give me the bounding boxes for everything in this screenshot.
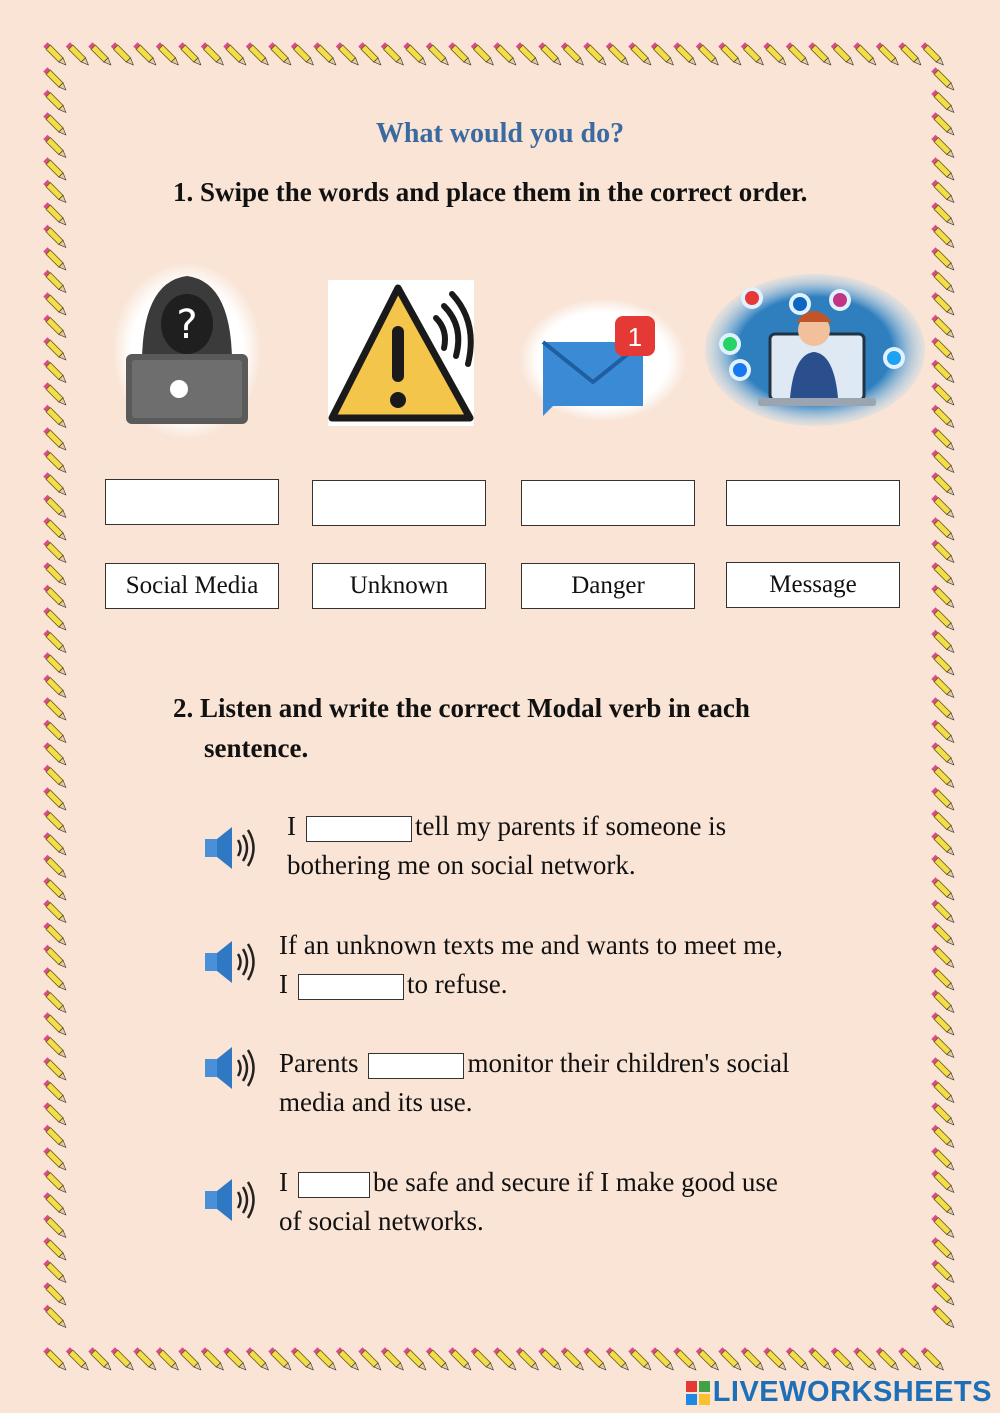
pencil-icon	[43, 1282, 68, 1307]
pencil-icon	[43, 1237, 68, 1262]
pencil-icon	[931, 900, 956, 925]
pencil-icon	[223, 1347, 248, 1372]
sentence-4	[279, 1163, 849, 1241]
pencil-icon	[471, 42, 496, 67]
pencil-icon	[43, 315, 68, 340]
sentence-1	[287, 807, 857, 885]
pencil-icon	[43, 360, 68, 385]
pencil-icon	[43, 630, 68, 655]
pencil-icon	[741, 42, 766, 67]
pencil-icon	[931, 495, 956, 520]
pencil-icon	[808, 1347, 833, 1372]
pencil-icon	[538, 42, 563, 67]
pencil-icon	[606, 1347, 631, 1372]
pencil-icon	[358, 42, 383, 67]
pencil-icon	[43, 405, 68, 430]
blank-input[interactable]	[306, 816, 412, 842]
word-tile-social-media[interactable]: Social Media	[105, 563, 279, 609]
pencil-icon	[43, 1170, 68, 1195]
brand-name: LIVEWORKSHEETS	[712, 1376, 992, 1408]
pencil-icon	[43, 42, 68, 67]
pencil-icon	[43, 495, 68, 520]
pencil-icon	[931, 967, 956, 992]
pencil-icon	[43, 247, 68, 272]
pencil-icon	[133, 42, 158, 67]
message-badge: 1	[627, 322, 643, 352]
sentence-text: monitor their children's social	[467, 1048, 790, 1078]
pencil-icon	[381, 42, 406, 67]
pencil-icon	[931, 225, 956, 250]
pencil-icon	[403, 1347, 428, 1372]
pencil-icon	[43, 472, 68, 497]
pencil-icon	[931, 697, 956, 722]
speaker-icon[interactable]	[202, 820, 258, 876]
answer-box-4[interactable]	[726, 480, 900, 526]
pencil-icon	[931, 157, 956, 182]
pencil-icon	[43, 810, 68, 835]
pencil-icon	[538, 1347, 563, 1372]
pencil-icon	[493, 42, 518, 67]
section2-heading-line2: sentence.	[204, 733, 309, 763]
pencil-icon	[931, 675, 956, 700]
pencil-icon	[43, 1147, 68, 1172]
pencil-icon	[718, 42, 743, 67]
pencil-icon	[931, 652, 956, 677]
pencil-icon	[931, 1215, 956, 1240]
pencil-icon	[43, 1102, 68, 1127]
message-icon	[519, 298, 687, 422]
sentence-text: tell my parents if someone is	[415, 811, 727, 841]
pencil-icon	[43, 765, 68, 790]
pencil-icon	[931, 315, 956, 340]
pencil-icon	[43, 157, 68, 182]
pencil-icon	[313, 42, 338, 67]
pencil-icon	[43, 562, 68, 587]
pencil-icon	[718, 1347, 743, 1372]
sentence-text: be safe and secure if I make good use	[373, 1167, 778, 1197]
pencil-icon	[931, 270, 956, 295]
pencil-icon	[336, 1347, 361, 1372]
pencil-icon	[516, 1347, 541, 1372]
pencil-icon	[931, 1102, 956, 1127]
pencil-icon	[786, 1347, 811, 1372]
pencil-icon	[201, 1347, 226, 1372]
pencil-icon	[43, 945, 68, 970]
pencil-icon	[931, 877, 956, 902]
pencil-icon	[43, 1260, 68, 1285]
sentence-text: I	[279, 1167, 288, 1197]
pencil-icon	[931, 1125, 956, 1150]
pencil-icon	[898, 42, 923, 67]
pencil-icon	[673, 42, 698, 67]
pencil-icon	[291, 42, 316, 67]
pencil-icon	[43, 697, 68, 722]
liveworksheets-logo	[686, 1376, 992, 1409]
pencil-icon	[43, 1035, 68, 1060]
pencil-icon	[931, 405, 956, 430]
sentence-text: to refuse.	[407, 969, 508, 999]
pencil-icon	[921, 1347, 946, 1372]
pencil-icon	[931, 832, 956, 857]
pencil-icon	[931, 1035, 956, 1060]
pencil-icon	[201, 42, 226, 67]
hacker-icon	[112, 262, 262, 440]
pencil-icon	[43, 67, 68, 92]
pencil-icon	[651, 1347, 676, 1372]
pencil-icon	[268, 42, 293, 67]
pencil-icon	[43, 832, 68, 857]
pencil-icon	[133, 1347, 158, 1372]
pencil-icon	[156, 1347, 181, 1372]
pencil-icon	[921, 42, 946, 67]
pencil-icon	[43, 225, 68, 250]
pencil-icon	[43, 922, 68, 947]
pencil-icon	[931, 1057, 956, 1082]
pencil-icon	[43, 90, 68, 115]
pencil-icon	[43, 202, 68, 227]
pencil-icon	[313, 1347, 338, 1372]
pencil-icon	[931, 562, 956, 587]
pencil-icon	[931, 1012, 956, 1037]
pencil-icon	[448, 1347, 473, 1372]
pencil-icon	[931, 427, 956, 452]
pencil-icon	[426, 42, 451, 67]
pencil-icon	[931, 360, 956, 385]
sentence-text: I	[279, 969, 288, 999]
pencil-icon	[931, 450, 956, 475]
pencil-icon	[493, 1347, 518, 1372]
pencil-icon	[606, 42, 631, 67]
pencil-icon	[471, 1347, 496, 1372]
pencil-icon	[43, 675, 68, 700]
pencil-icon	[43, 1305, 68, 1330]
pencil-icon	[931, 247, 956, 272]
blank-input[interactable]	[298, 974, 404, 1000]
pencil-icon	[178, 1347, 203, 1372]
sentence-text: I	[287, 811, 296, 841]
pencil-icon	[43, 450, 68, 475]
pencil-icon	[931, 1170, 956, 1195]
pencil-icon	[43, 720, 68, 745]
sentence-text: Parents	[279, 1048, 359, 1078]
pencil-icon	[931, 1260, 956, 1285]
pencil-icon	[43, 1012, 68, 1037]
pencil-icon	[268, 1347, 293, 1372]
pencil-icon	[291, 1347, 316, 1372]
pencil-icon	[931, 1282, 956, 1307]
pencil-icon	[43, 337, 68, 362]
pencil-icon	[931, 787, 956, 812]
pencil-icon	[931, 585, 956, 610]
pencil-icon	[673, 1347, 698, 1372]
pencil-icon	[561, 1347, 586, 1372]
blank-input[interactable]	[298, 1172, 370, 1198]
pencil-icon	[831, 42, 856, 67]
answer-box-1[interactable]	[105, 479, 279, 525]
pencil-icon	[931, 202, 956, 227]
liveworksheets-mark-icon	[686, 1381, 710, 1405]
pencil-icon	[853, 1347, 878, 1372]
speaker-icon[interactable]	[202, 934, 258, 990]
pencil-icon	[43, 1057, 68, 1082]
answer-box-2[interactable]	[312, 480, 486, 526]
pencil-icon	[111, 42, 136, 67]
pencil-icon	[931, 67, 956, 92]
pencil-icon	[583, 1347, 608, 1372]
pencil-icon	[786, 42, 811, 67]
pencil-icon	[43, 292, 68, 317]
pencil-icon	[43, 607, 68, 632]
pencil-icon	[831, 1347, 856, 1372]
pencil-icon	[66, 42, 91, 67]
pencil-icon	[931, 1192, 956, 1217]
pencil-icon	[931, 855, 956, 880]
pencil-icon	[43, 1125, 68, 1150]
pencil-icon	[696, 42, 721, 67]
pencil-icon	[931, 1237, 956, 1262]
pencil-icon	[66, 1347, 91, 1372]
pencil-icon	[381, 1347, 406, 1372]
pencil-icon	[808, 42, 833, 67]
pencil-icon	[931, 472, 956, 497]
pencil-icon	[931, 517, 956, 542]
pencil-icon	[931, 540, 956, 565]
word-tile-danger[interactable]: Danger	[521, 563, 695, 609]
pencil-icon	[43, 742, 68, 767]
pencil-icon	[88, 42, 113, 67]
section2-heading-line1: 2. Listen and write the correct Modal verb in each	[173, 693, 750, 723]
pencil-icon	[43, 967, 68, 992]
sentence-2	[279, 926, 849, 1004]
pencil-icon	[358, 1347, 383, 1372]
social-media-icon	[704, 274, 926, 426]
section1-heading: 1. Swipe the words and place them in the correct order.	[173, 177, 808, 207]
pencil-icon	[336, 42, 361, 67]
pencil-icon	[43, 1192, 68, 1217]
pencil-icon	[931, 382, 956, 407]
pencil-icon	[426, 1347, 451, 1372]
pencil-icon	[931, 922, 956, 947]
sentence-text: of social networks.	[279, 1206, 484, 1236]
word-tile-unknown[interactable]: Unknown	[312, 563, 486, 609]
blank-input[interactable]	[368, 1053, 464, 1079]
svg-text:?: ?	[176, 302, 198, 348]
pencil-icon	[43, 270, 68, 295]
pencil-icon	[516, 42, 541, 67]
pencil-icon	[156, 42, 181, 67]
word-tile-message[interactable]: Message	[726, 562, 900, 608]
pencil-icon	[43, 900, 68, 925]
pencil-icon	[931, 292, 956, 317]
pencil-icon	[43, 382, 68, 407]
pencil-icon	[628, 1347, 653, 1372]
pencil-icon	[898, 1347, 923, 1372]
pencil-icon	[931, 1080, 956, 1105]
answer-box-3[interactable]	[521, 480, 695, 526]
pencil-icon	[43, 517, 68, 542]
pencil-icon	[931, 180, 956, 205]
pencil-icon	[43, 990, 68, 1015]
pencil-icon	[931, 1147, 956, 1172]
pencil-icon	[931, 630, 956, 655]
pencil-icon	[178, 42, 203, 67]
pencil-icon	[43, 180, 68, 205]
pencil-icon	[651, 42, 676, 67]
pencil-icon	[931, 945, 956, 970]
pencil-icon	[931, 810, 956, 835]
pencil-icon	[583, 42, 608, 67]
pencil-icon	[403, 42, 428, 67]
pencil-icon	[43, 1080, 68, 1105]
pencil-icon	[696, 1347, 721, 1372]
pencil-icon	[43, 1347, 68, 1372]
pencil-icon	[88, 1347, 113, 1372]
pencil-icon	[763, 42, 788, 67]
pencil-icon	[931, 337, 956, 362]
pencil-icon	[876, 1347, 901, 1372]
pencil-icon	[43, 652, 68, 677]
pencil-icon	[763, 1347, 788, 1372]
pencil-icon	[931, 1305, 956, 1330]
pencil-icon	[246, 1347, 271, 1372]
warning-icon	[326, 278, 476, 428]
pencil-icon	[931, 90, 956, 115]
pencil-icon	[931, 742, 956, 767]
pencil-icon	[43, 585, 68, 610]
pencil-icon	[111, 1347, 136, 1372]
pencil-icon	[448, 42, 473, 67]
pencil-icon	[931, 765, 956, 790]
pencil-icon	[43, 877, 68, 902]
sentence-3	[279, 1044, 849, 1122]
pencil-icon	[561, 42, 586, 67]
pencil-icon	[43, 787, 68, 812]
pencil-icon	[876, 42, 901, 67]
pencil-icon	[931, 607, 956, 632]
speaker-icon[interactable]	[202, 1040, 258, 1096]
pencil-icon	[246, 42, 271, 67]
sentence-text: If an unknown texts me and wants to meet me,	[279, 930, 783, 960]
pencil-icon	[931, 720, 956, 745]
pencil-icon	[43, 855, 68, 880]
page-title: What would you do?	[375, 118, 625, 149]
speaker-icon[interactable]	[202, 1172, 258, 1228]
pencil-icon	[223, 42, 248, 67]
pencil-icon	[931, 990, 956, 1015]
pencil-icon	[43, 1215, 68, 1240]
pencil-icon	[853, 42, 878, 67]
sentence-text: media and its use.	[279, 1087, 473, 1117]
pencil-icon	[43, 427, 68, 452]
sentence-text: bothering me on social network.	[287, 850, 636, 880]
pencil-icon	[628, 42, 653, 67]
pencil-icon	[741, 1347, 766, 1372]
pencil-icon	[43, 540, 68, 565]
